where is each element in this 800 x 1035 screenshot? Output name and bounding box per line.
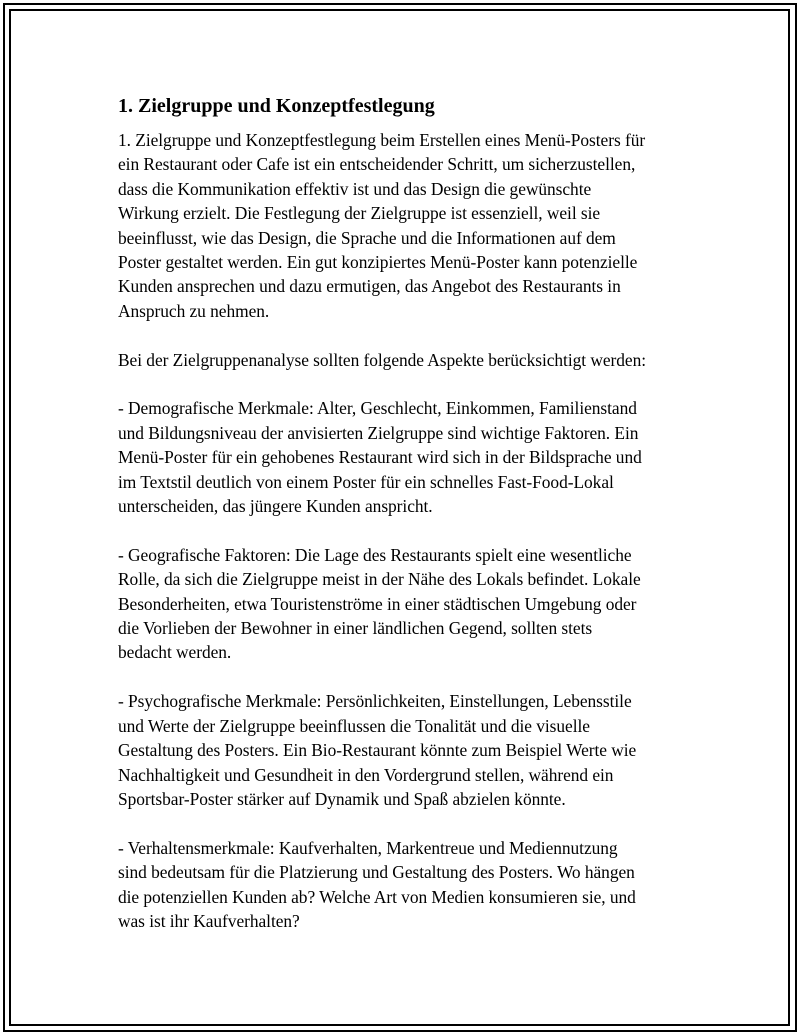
text-line: Poster gestaltet werden. Ein gut konzipiertes Menü-Poster kann potenzielle [118, 252, 638, 273]
text-line: Besonderheiten, etwa Touristenströme in einer städtischen Umgebung oder [118, 593, 637, 614]
text-line: Wirkung erzielt. Die Festlegung der Zielgruppe ist essenziell, weil sie [118, 203, 601, 224]
text-line: im Textstil deutlich von einem Poster für ein schnelles Fast-Food-Lokal [118, 471, 614, 492]
text-line: 1. Zielgruppe und Konzeptfestlegung beim Erstellen eines Menü-Posters für [118, 130, 646, 150]
text-line: beeinflusst, wie das Design, die Sprache und die Informationen auf dem [118, 227, 616, 248]
paragraph [118, 128, 690, 323]
text-line: die Vorlieben der Bewohner in einer ländlichen Gegend, sollten stets [118, 618, 593, 639]
text-line: - Demografische Merkmale: Alter, Geschlecht, Einkommen, Familienstand [118, 398, 637, 419]
text-line: bedacht werden. [118, 642, 232, 663]
text-line: die potenziellen Kunden ab? Welche Art von Medien konsumieren sie, und [118, 886, 636, 907]
text-line: Menü-Poster für ein gehobenes Restaurant wird sich in der Bildsprache und [118, 447, 642, 468]
text-line: Kunden ansprechen und dazu ermutigen, das Angebot des Restaurants in [118, 276, 621, 297]
paragraph [118, 348, 690, 372]
paragraph [118, 396, 690, 518]
text-line: Nachhaltigkeit und Gesundheit in den Vordergrund stellen, während ein [118, 764, 614, 785]
text-line: Rolle, da sich die Zielgruppe meist in der Nähe des Lokals befindet. Lokale [118, 569, 641, 590]
text-line: Gestaltung des Posters. Ein Bio-Restaurant könnte zum Beispiel Werte wie [118, 740, 637, 761]
text-line: dass die Kommunikation effektiv ist und das Design die gewünschte [118, 178, 592, 199]
text-line: - Geografische Faktoren: Die Lage des Restaurants spielt eine wesentliche [118, 544, 632, 565]
paragraph [118, 836, 690, 934]
section-heading: 1. Zielgruppe und Konzeptfestlegung [118, 95, 435, 117]
text-line: sind bedeutsam für die Platzierung und Gestaltung des Posters. Wo hängen [118, 862, 635, 883]
text-line: ein Restaurant oder Cafe ist ein entscheidender Schritt, um sicherzustellen, [118, 154, 636, 175]
text-line: Bei der Zielgruppenanalyse sollten folgende Aspekte berücksichtigt werden: [118, 349, 646, 370]
paragraphs-container [118, 128, 690, 933]
text-line: Sportsbar-Poster stärker auf Dynamik und Spaß abzielen könnte. [118, 788, 566, 809]
text-line: - Psychografische Merkmale: Persönlichkeiten, Einstellungen, Lebensstile [118, 691, 632, 712]
text-line: - Verhaltensmerkmale: Kaufverhalten, Markentreue und Mediennutzung [118, 837, 618, 858]
text-line: Anspruch zu nehmen. [118, 300, 270, 321]
text-line: unterscheiden, das jüngere Kunden anspricht. [118, 496, 433, 517]
text-line: und Bildungsniveau der anvisierten Zielgruppe sind wichtige Faktoren. Ein [118, 422, 639, 443]
text-line: was ist ihr Kaufverhalten? [118, 910, 300, 931]
document-body [118, 92, 690, 958]
paragraph [118, 543, 690, 665]
text-line: und Werte der Zielgruppe beeinflussen die Tonalität und die visuelle [118, 715, 590, 736]
paragraph [118, 689, 690, 811]
